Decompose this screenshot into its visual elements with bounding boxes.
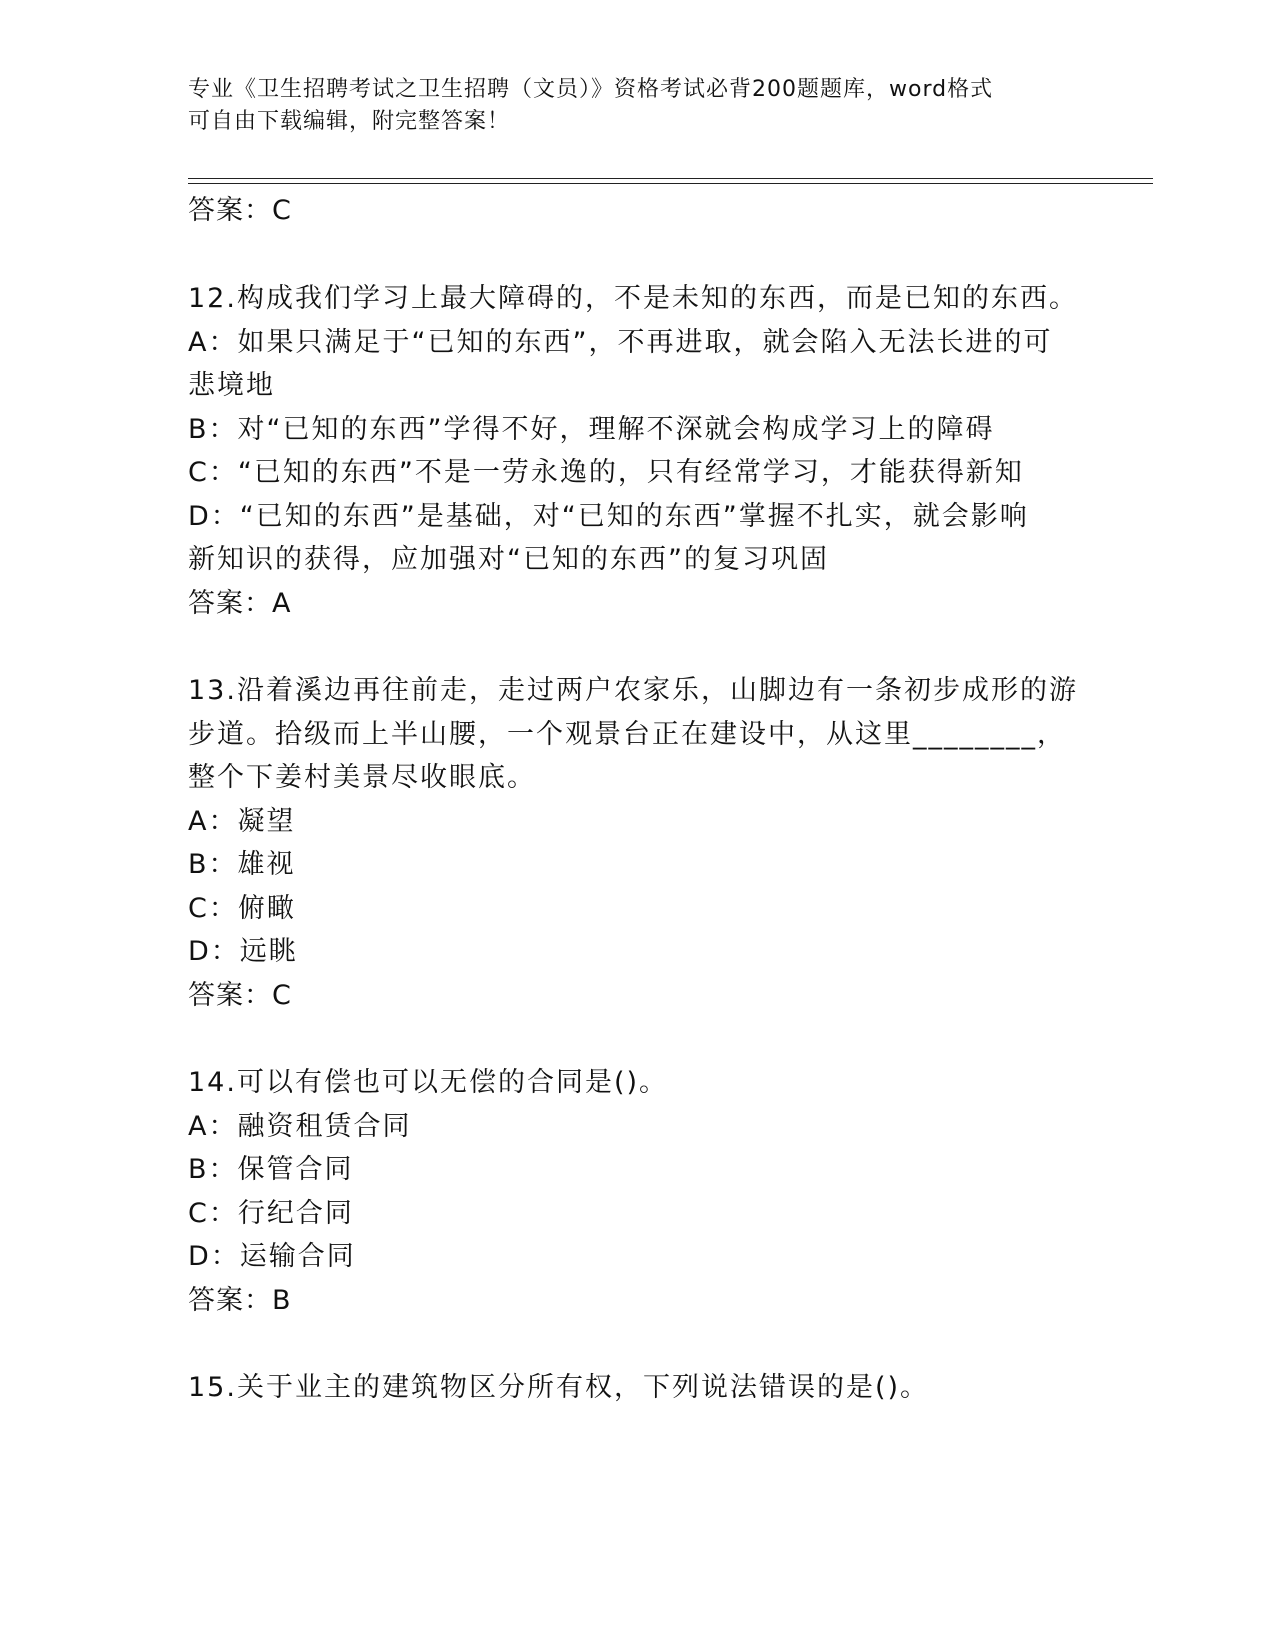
question-12-option-d-line-2: 新知识的获得，应加强对“已知的东西”的复习巩固 [188,544,829,575]
question-12-option-b: B：对“已知的东西”学得不好，理解不深就会构成学习上的障碍 [188,414,995,445]
question-12-option-d-line-1: D：“已知的东西”是基础，对“已知的东西”掌握不扎实，就会影响 [188,501,1029,532]
header-title-line-1: 专业《卫生招聘考试之卫生招聘（文员）》资格考试必背200题题库，word格式 [188,77,994,102]
question-12-option-c: C：“已知的东西”不是一劳永逸的，只有经常学习，才能获得新知 [188,457,1024,488]
question-13-stem-line-1: 13.沿着溪边再往前走，走过两户农家乐，山脚边有一条初步成形的游 [188,675,1078,706]
question-13-stem-line-2: 步道。拾级而上半山腰，一个观景台正在建设中，从这里________， [188,719,1066,750]
answer-previous-question: 答案：C [188,195,292,226]
question-13-stem-line-3: 整个下姜村美景尽收眼底。 [188,762,536,793]
question-13-option-a: A：凝望 [188,806,296,837]
question-12-answer: 答案：A [188,588,292,619]
question-13-answer: 答案：C [188,980,292,1011]
question-12-stem: 12.构成我们学习上最大障碍的，不是未知的东西，而是已知的东西。 [188,283,1078,314]
question-13-option-d: D：远眺 [188,936,298,967]
question-14-stem: 14.可以有偿也可以无偿的合同是()。 [188,1067,669,1098]
question-13-option-c: C：俯瞰 [188,893,296,924]
header-title-line-2: 可自由下载编辑，附完整答案！ [188,109,511,134]
question-15-stem: 15.关于业主的建筑物区分所有权，下列说法错误的是()。 [188,1372,930,1403]
question-14-option-c: C：行纪合同 [188,1198,354,1229]
question-12-option-a-line-1: A：如果只满足于“已知的东西”，不再进取，就会陷入无法长进的可 [188,327,1053,358]
question-14-option-d: D：运输合同 [188,1241,356,1272]
question-13-option-b: B：雄视 [188,849,296,880]
question-14-option-b: B：保管合同 [188,1154,354,1185]
header-divider-top [188,178,1153,179]
header-divider-bottom [188,183,1153,184]
question-14-answer: 答案：B [188,1285,292,1316]
document-header [188,74,1068,138]
question-12-option-a-line-2: 悲境地 [188,370,275,401]
question-14-option-a: A：融资租赁合同 [188,1111,412,1142]
